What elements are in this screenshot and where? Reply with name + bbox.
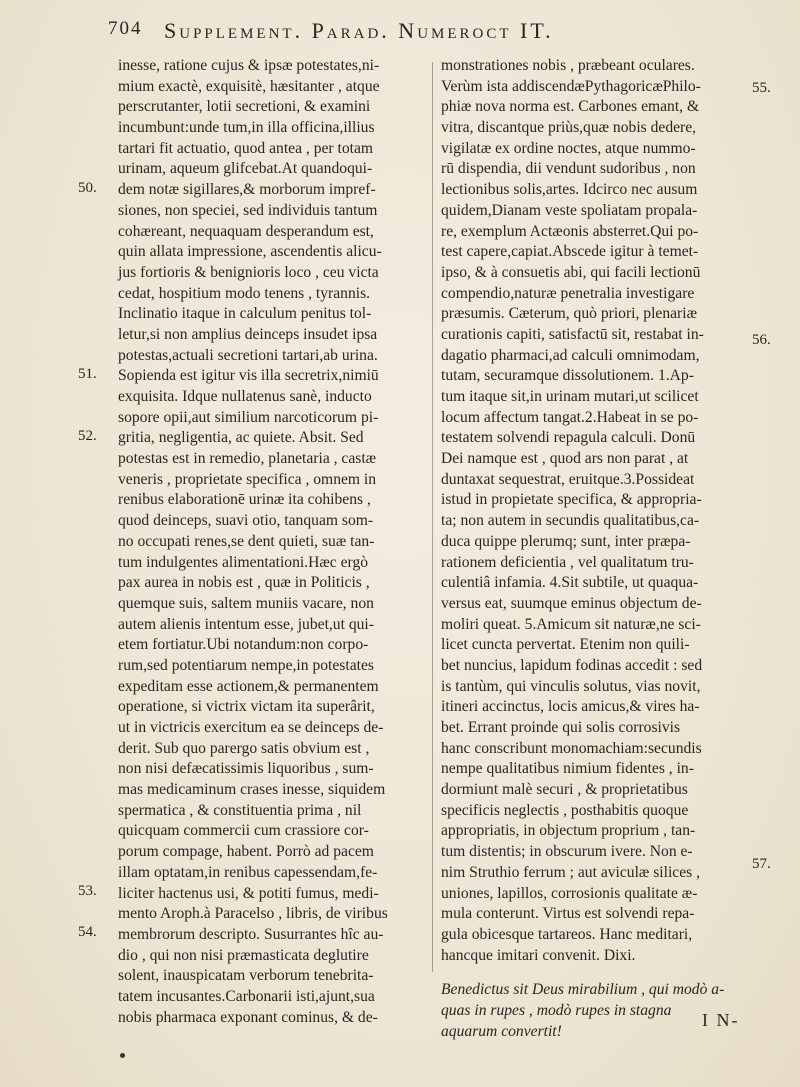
text-line: hanc conscribunt monomachiam:secundis bbox=[441, 739, 702, 757]
text-line: vigilatæ ex ordine noctes, atque nummo- bbox=[441, 139, 696, 157]
text-line: operatione, si victrix victam ita superârit, bbox=[118, 698, 375, 716]
text-line: tatem incusantes.Carbonarii isti,ajunt,sua bbox=[118, 987, 375, 1005]
text-line: nim Struthio ferrum ; aut aviculæ silices , bbox=[441, 863, 700, 881]
text-line: is tantùm, qui vinculis solutus, vias novit, bbox=[441, 677, 701, 695]
text-line: dagatio pharmaci,ad calculi omnimodam, bbox=[441, 346, 700, 364]
margin-number-52: 52. bbox=[78, 428, 97, 444]
text-line: tum itaque sit,in urinam mutari,ut scilicet bbox=[441, 388, 699, 405]
text-line: solent, inauspicatam verborum tenebrita- bbox=[118, 967, 374, 985]
text-line: specificis neglectis , posthabitis quoque bbox=[441, 801, 689, 819]
text-line: Inclinatio itaque in calculum penitus tol- bbox=[118, 305, 372, 323]
text-line: hancque imitari convenit. Dixi. bbox=[441, 946, 636, 964]
text-line: cohæreant, nequaquam desperandum est, bbox=[118, 222, 374, 240]
text-line: vitra, discantque priùs,quæ nobis dedere, bbox=[441, 119, 697, 137]
margin-number-53: 53. bbox=[78, 883, 97, 899]
text-line: dem notæ sigillares,& morborum impref- bbox=[118, 181, 376, 199]
text-line: licet cuncta pervertat. Etenim non quili- bbox=[441, 636, 690, 654]
text-line: tum distentis; in obscurum ivere. Non e- bbox=[441, 843, 693, 861]
closing-line: quas in rupes , modò rupes in stagna bbox=[441, 1001, 672, 1019]
text-line: nobis pharmaca exponant cominus, & de- bbox=[118, 1008, 378, 1026]
text-line: re, exemplum Actæonis absterret.Qui po- bbox=[441, 222, 699, 240]
text-line: duca quippe plerumq; sunt, inter præpa- bbox=[441, 532, 691, 550]
text-line: itineri accinctus, locis amicus,& vires ha- bbox=[441, 698, 700, 716]
text-line: ipso, & à consuetis abi, qui facili lectionū bbox=[441, 263, 701, 281]
text-line: phiæ nova norma est. Carbones emant, & bbox=[441, 98, 700, 116]
text-line: tum indulgentes alimentationi.Hæc ergò bbox=[118, 553, 369, 571]
text-line: præsumis. Cæterum, quò priori, plenariæ bbox=[441, 305, 697, 323]
margin-number-57: 57. bbox=[752, 856, 771, 872]
text-line: testatem solvendi repagula calculi. Donū bbox=[441, 429, 696, 447]
running-title: Supplement. Parad. Numeroct IT. bbox=[164, 18, 554, 43]
catchword: I N- bbox=[702, 1010, 740, 1030]
text-line: rum,sed potentiarum nempe,in potestates bbox=[118, 656, 374, 674]
text-line: test capere,capiat.Abscede igitur à temet- bbox=[441, 243, 699, 261]
text-line: istud in propietate specifica, & appropria- bbox=[441, 491, 702, 509]
text-line: perscrutanter, lotii secretioni, & examini bbox=[118, 98, 371, 116]
text-line: mula conterunt. Virtus est solvendi repa- bbox=[441, 905, 695, 923]
text-line: dormiunt malè securi , & proprietatibus bbox=[441, 781, 688, 799]
text-line: sopore opii,aut similium narcoticorum pi- bbox=[118, 408, 379, 426]
text-line: membrorum descripto. Susurrantes hîc au- bbox=[118, 925, 384, 943]
margin-number-56: 56. bbox=[752, 332, 771, 348]
text-line: ta; non autem in secundis qualitatibus,ca- bbox=[441, 512, 700, 530]
text-line: dio , qui non nisi præmasticata deglutire bbox=[118, 946, 369, 964]
text-line: mento Aroph.à Paracelso , libris, de viribus bbox=[118, 905, 388, 923]
page-header bbox=[108, 18, 748, 48]
text-line: quidem,Dianam veste spoliatam propala- bbox=[441, 201, 698, 219]
margin-number-54: 54. bbox=[78, 924, 97, 940]
text-line: versus eat, suumque eminus objectum de- bbox=[441, 594, 702, 612]
text-line: quin allata impressione, ascendentis alicu- bbox=[118, 243, 382, 261]
text-line: letur,si non amplius deinceps insudet ipsa bbox=[118, 325, 378, 343]
text-line: quod deinceps, suavi otio, tanquam som- bbox=[118, 512, 374, 530]
text-line: curationis capiti, satisfactū sit, restabat in- bbox=[441, 325, 704, 343]
text-line: Verùm ista addiscendæPythagoricæPhilo- bbox=[441, 77, 701, 95]
left-column bbox=[118, 56, 424, 1028]
text-line: non nisi defæcatissimis liquoribus , sum- bbox=[118, 760, 374, 778]
ink-speck bbox=[120, 1053, 125, 1058]
text-line: culentiâ infamia. 4.Sit subtile, ut quaqua- bbox=[441, 574, 699, 592]
text-line: porum compage, habent. Porrò ad pacem bbox=[118, 843, 374, 861]
text-line: compendio,naturæ penetralia investigare bbox=[441, 284, 695, 302]
text-line: expeditam esse actionem,& permanentem bbox=[118, 677, 379, 695]
text-line: derit. Sub quo parergo satis obvium est , bbox=[118, 739, 370, 757]
closing-line: Benedictus sit Deus mirabilium , qui modò a- bbox=[441, 981, 725, 999]
margin-number-50: 50. bbox=[78, 180, 97, 196]
text-line: jus fortioris & benignioris loco , ceu victa bbox=[118, 263, 379, 281]
text-line: uniones, lapillos, corrosionis qualitate æ- bbox=[441, 884, 698, 902]
text-line: renibus elaborationē urinæ ita cohibens , bbox=[118, 491, 371, 509]
text-line: veneris , proprietate specifica , omnem in bbox=[118, 470, 377, 488]
text-line: mium exactè, exquisitè, hæsitanter , atque bbox=[118, 77, 380, 95]
closing-line: aquarum convertit! bbox=[441, 1022, 562, 1040]
text-line: illam optatam,in renibus capessendam,fe- bbox=[118, 863, 378, 881]
text-line: liciter hactenus usi, & potiti fumus, medi- bbox=[118, 884, 379, 902]
text-line: no occupati renes,se dent quieti, suæ tan- bbox=[118, 532, 375, 550]
right-column bbox=[441, 56, 746, 1042]
text-line: cedat, hospitium modo tenens , tyrannis. bbox=[118, 284, 371, 302]
margin-number-55: 55. bbox=[752, 80, 771, 96]
text-line: duntaxat sequestrat, eruitque.3.Possideat bbox=[441, 470, 695, 488]
spacer bbox=[441, 966, 746, 980]
text-line: inesse, ratione cujus & ipsæ potestates,ni- bbox=[118, 57, 380, 74]
text-line: tartari fit actuatio, quod antea , per totam bbox=[118, 139, 374, 157]
text-line: mas medicaminum crases inesse, siquidem bbox=[118, 781, 386, 799]
text-line: potestas est in remedio, planetaria , castæ bbox=[118, 450, 377, 468]
margin-number-51: 51. bbox=[78, 366, 97, 382]
text-line: etem fortiatur.Ubi notandum:non corpo- bbox=[118, 636, 369, 654]
text-line: rationem deficientia , vel qualitatum tru- bbox=[441, 553, 694, 571]
text-line: locum affectum tangat.2.Habeat in se po- bbox=[441, 408, 699, 426]
text-line: siones, non speciei, sed individuis tantum bbox=[118, 201, 378, 219]
text-line: rū dispendia, dii vendunt sudoribus , non bbox=[441, 160, 696, 178]
text-line: urinam, aqueum glifcebat.At quandoqui- bbox=[118, 160, 373, 178]
column-divider bbox=[432, 62, 433, 972]
text-line: quicquam commercii cum crassiore cor- bbox=[118, 822, 369, 840]
page-number: 704 bbox=[108, 18, 143, 39]
text-line: moliri queat. 5.Amicum sit naturæ,ne sci- bbox=[441, 615, 701, 633]
text-line: gula obicesque tartareos. Hanc meditari, bbox=[441, 925, 693, 943]
text-line: tutam, securamque dissolutionem. 1.Ap- bbox=[441, 367, 694, 385]
text-line: monstrationes nobis , præbeant oculares. bbox=[441, 57, 695, 74]
text-line: ut in victricis exercitum ea se deinceps de- bbox=[118, 719, 384, 736]
text-line: autem alienis intentum esse, jubet,ut qui- bbox=[118, 615, 374, 633]
text-line: Dei namque est , quod ars non parat , at bbox=[441, 450, 689, 468]
text-line: pax aurea in nobis est , quæ in Politicis , bbox=[118, 574, 370, 592]
text-line: appropriatis, in objectum proprium , tan- bbox=[441, 822, 696, 840]
text-line: exquisita. Idque nullatenus sanè, inducto bbox=[118, 388, 372, 405]
text-line: lectionibus solis,artes. Idcirco nec ausum bbox=[441, 181, 698, 199]
text-line: potestas,actuali secretioni tartari,ab urina. bbox=[118, 346, 378, 364]
text-line: bet nuncius, lapidum fodinas accedit : sed bbox=[441, 656, 703, 674]
text-line: spermatica , & constituentia prima , nil bbox=[118, 801, 362, 819]
text-line: Sopienda est igitur vis illa secretrix,nimiū bbox=[118, 367, 379, 385]
text-line: bet. Errant proinde qui solis corrosivis bbox=[441, 719, 681, 736]
text-line: nempe qualitatibus nimium fidentes , in- bbox=[441, 760, 694, 778]
text-line: quemque suis, saltem muniis vacare, non bbox=[118, 594, 374, 612]
text-line: gritia, negligentia, ac quiete. Absit. Sed bbox=[118, 429, 364, 447]
text-line: incumbunt:unde tum,in illa officina,illius bbox=[118, 119, 375, 137]
